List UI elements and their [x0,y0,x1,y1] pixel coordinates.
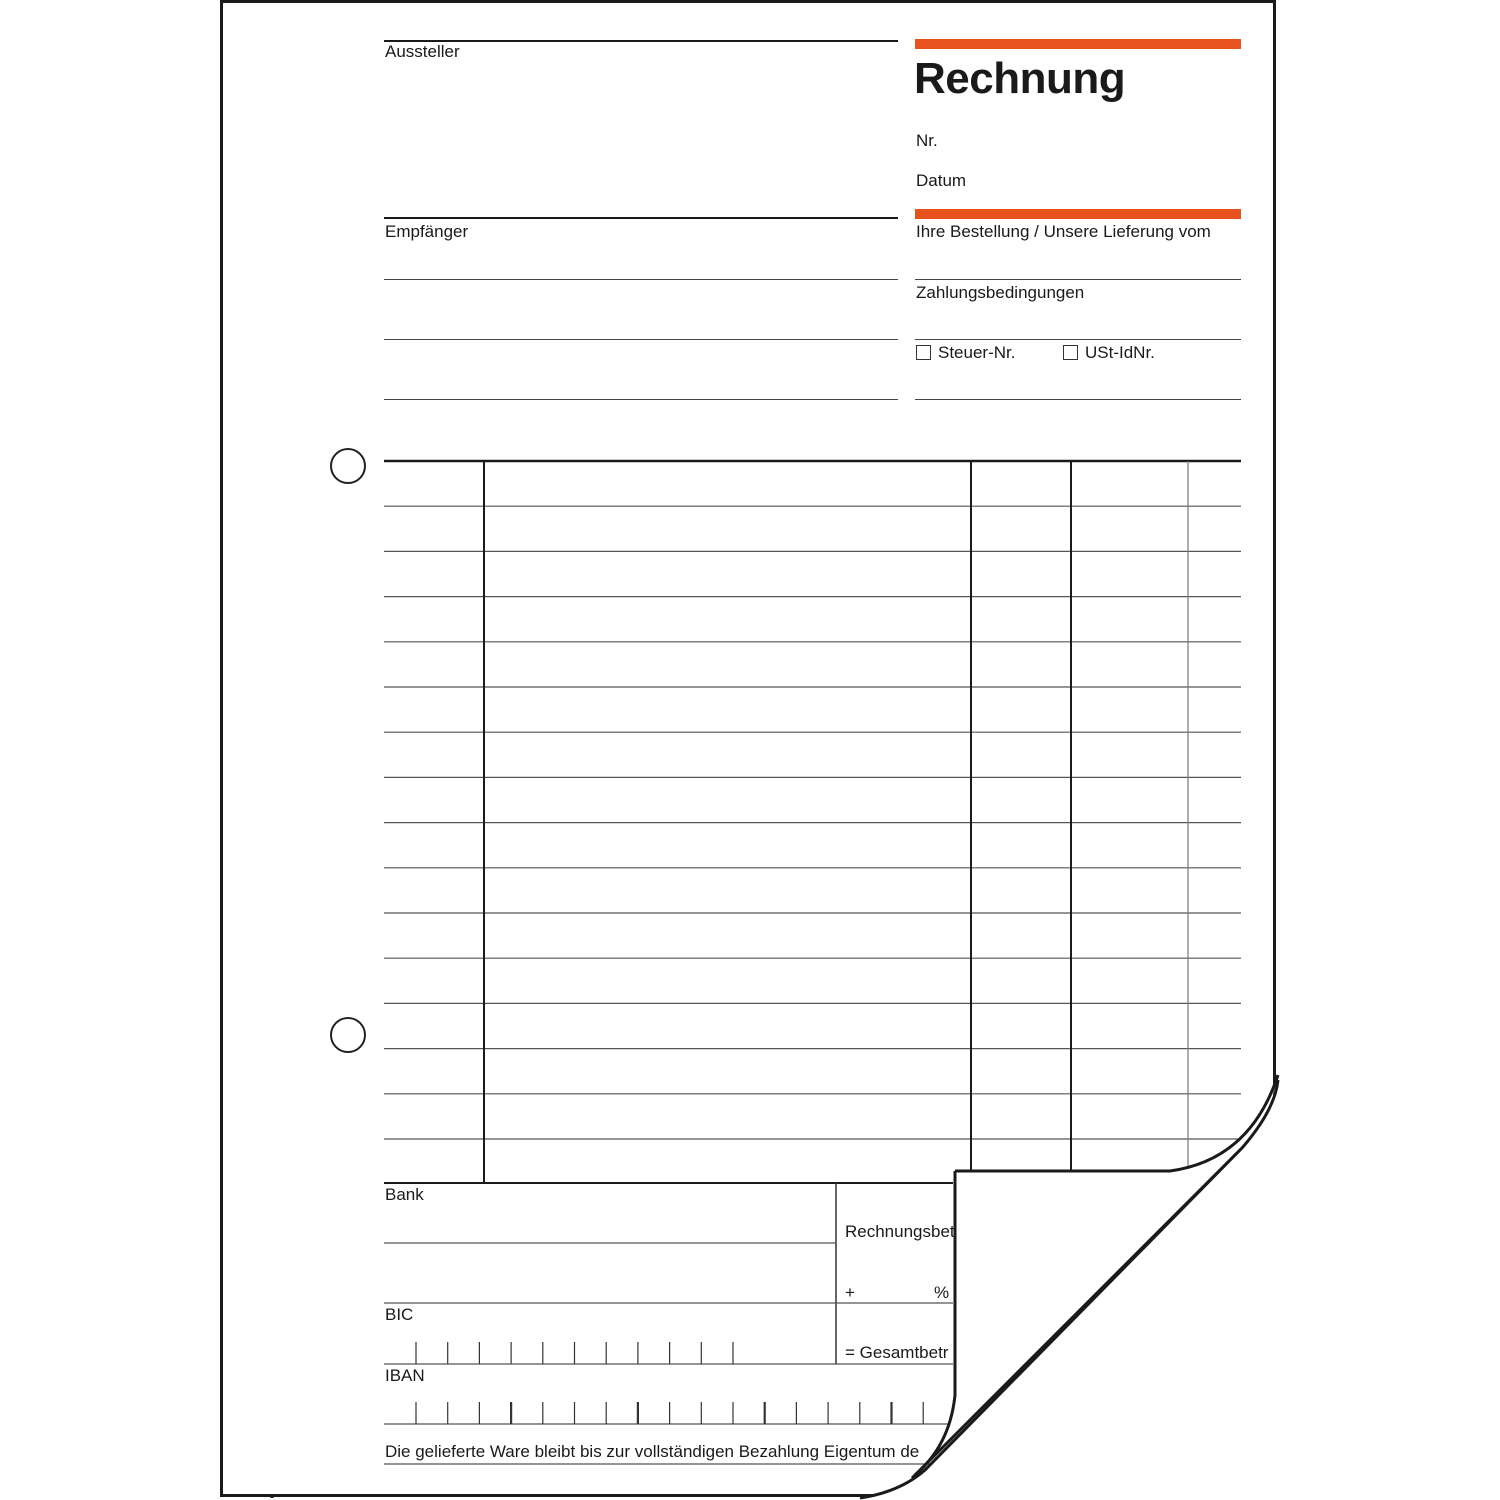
payment-terms-label: Zahlungsbedingungen [916,283,1085,302]
date-label: Datum [916,171,967,190]
bic-label: BIC [385,1305,414,1324]
plus-label: + [845,1283,855,1302]
tax-number-label: Steuer-Nr. [938,343,1016,362]
retention-note: Die gelieferte Ware bleibt bis zur vollständigen Bezahlung Eigentum de [385,1442,920,1461]
invoice-amount-label: Rechnungsbet [845,1222,955,1241]
issuer-label: Aussteller [385,42,460,61]
number-label: Nr. [916,131,938,150]
total-amount-label: = Gesamtbetr [845,1343,949,1362]
page-title: Rechnung [914,54,1126,103]
bank-label: Bank [385,1185,424,1204]
vat-id-label: USt-IdNr. [1085,343,1155,362]
order-delivery-label: Ihre Bestellung / Unsere Lieferung vom [916,222,1211,241]
iban-label: IBAN [385,1366,425,1385]
recipient-label: Empfänger [385,222,469,241]
percent-label: % [934,1283,950,1302]
